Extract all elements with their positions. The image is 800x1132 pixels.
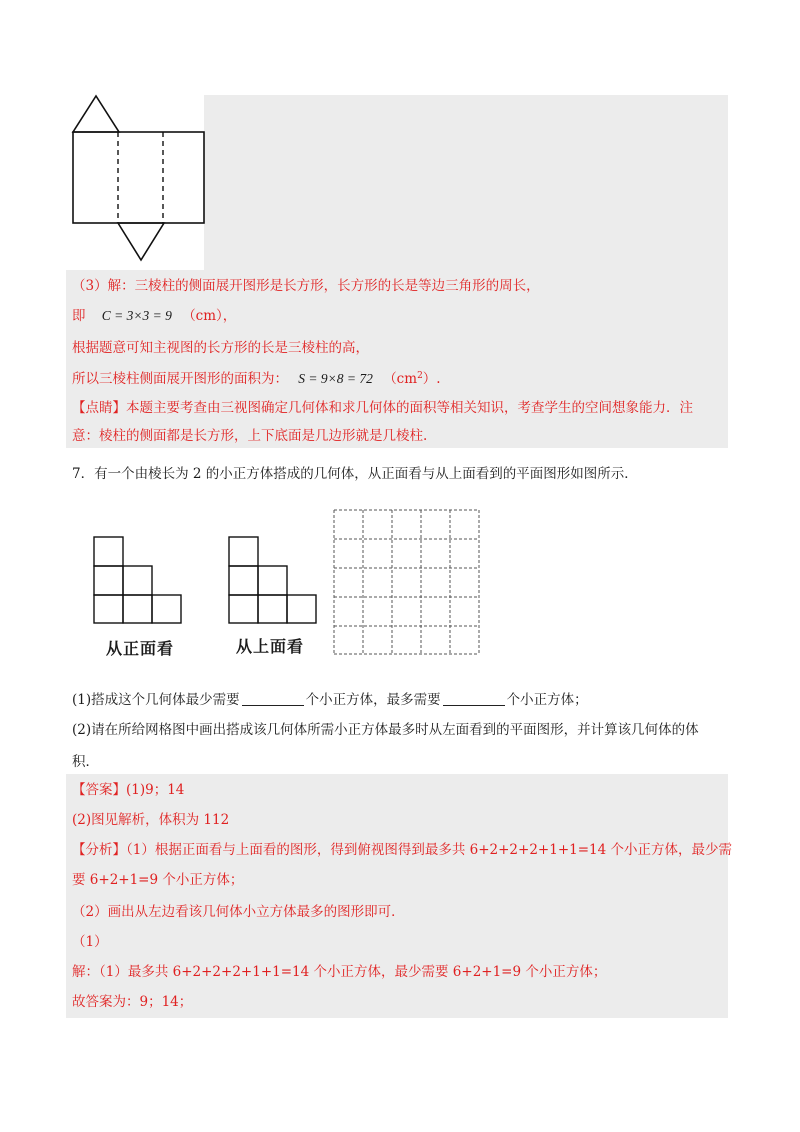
solution-text: 所以三棱柱侧面展开图形的面积为： <box>72 371 288 387</box>
answer-line: (2)图见解析，体积为 112 <box>72 812 230 828</box>
subquestion-text: (1)搭成这个几何体最少需要 <box>72 692 240 708</box>
analysis-line: （2）画出从左边看该几何体小立方体最多的图形即可． <box>72 904 405 920</box>
solution-line <box>72 306 236 326</box>
top-view-figure <box>227 535 319 625</box>
top-view-caption: 从上面看 <box>236 637 305 656</box>
solution-background-top <box>204 95 728 270</box>
solution-line: 根据题意可知主视图的长方形的长是三棱柱的高， <box>72 340 369 356</box>
analysis-line: 故答案为：9；14； <box>72 994 193 1010</box>
subquestion-text: 个小正方体，最多需要 <box>305 692 441 708</box>
analysis-line: 【分析】（1）根据正面看与上面看的图形，得到俯视图得到最多共 6+2+2+2+1+1=14 个小正方体，最少需 <box>72 842 733 858</box>
answer-grid <box>332 508 482 656</box>
net-top-triangle <box>73 96 119 132</box>
unit-superscript: 2 <box>417 371 423 381</box>
subquestion-1 <box>72 690 588 710</box>
answer-blank-min <box>242 691 304 706</box>
unit-text: ）. <box>422 371 441 387</box>
front-view-figure <box>92 535 184 625</box>
answer-line <box>72 780 184 800</box>
solution-line <box>72 366 441 389</box>
answer-blank-max <box>443 691 505 706</box>
analysis-line: 要 6+2+1=9 个小正方体； <box>72 872 244 888</box>
answer-label: 【答案】 <box>72 782 126 798</box>
unit-text: （cm <box>383 371 418 387</box>
subquestion-2-cont: 积． <box>72 754 99 770</box>
area-formula: S = 9×8 = 72 <box>298 371 373 386</box>
question-stem: 7．有一个由棱长为 2 的小正方体搭成的几何体，从正面看与从上面看到的平面图形如图所示． <box>72 466 638 482</box>
comment-line: 【点睛】本题主要考查由三视图确定几何体和求几何体的面积等相关知识，考查学生的空间想象能力．注 <box>72 400 693 416</box>
solution-line: （3）解：三棱柱的侧面展开图形是长方形，长方形的长是等边三角形的周长， <box>72 278 540 294</box>
solution-text: 即 <box>72 308 86 324</box>
analysis-line: 解：（1）最多共 6+2+2+2+1+1=14 个小正方体，最少需要 6+2+1=9 个小正方体； <box>72 964 607 980</box>
subquestion-text: 个小正方体； <box>506 692 588 708</box>
comment-line: 意：棱柱的侧面都是长方形，上下底面是几边形就是几棱柱. <box>72 428 428 444</box>
front-view-caption: 从正面看 <box>106 639 175 658</box>
perimeter-formula: C = 3×3 = 9 <box>101 308 172 323</box>
net-bottom-triangle <box>118 223 164 260</box>
analysis-line: （1） <box>72 934 108 950</box>
prism-net-figure <box>66 90 211 265</box>
solution-background-part3 <box>66 270 728 448</box>
unit-text: （cm）， <box>182 308 237 324</box>
net-lateral-rectangle <box>73 132 204 223</box>
subquestion-2: (2)请在所给网格图中画出搭成该几何体所需小正方体最多时从左面看到的平面图形，并计算该几何体的体 <box>72 722 699 738</box>
answer-text: (1)9；14 <box>126 782 185 798</box>
